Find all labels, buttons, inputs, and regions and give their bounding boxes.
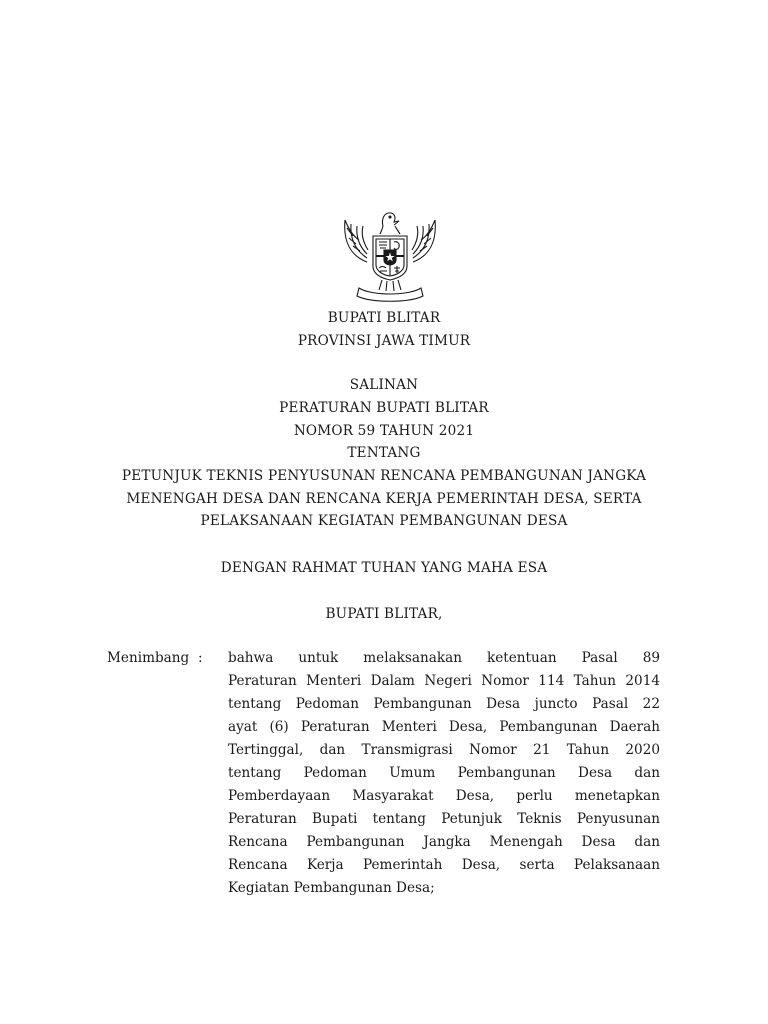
menimbang-colon: : [198, 650, 203, 666]
menimbang-text-line: ayat (6) Peraturan Menteri Desa, Pembangunan Daerah [228, 719, 660, 735]
menimbang-text-line: Rencana Pembangunan Jangka Menengah Desa dan [228, 834, 660, 850]
menimbang-text-line: Pemberdayaan Masyarakat Desa, perlu menetapkan [228, 788, 660, 804]
menimbang-text-line: Peraturan Bupati tentang Petunjuk Teknis Penyusunan [228, 811, 660, 827]
menimbang-text-line: tentang Pedoman Pembangunan Desa juncto Pasal 22 [228, 696, 660, 712]
menimbang-text-line: tentang Pedoman Umum Pembangunan Desa dan [228, 765, 660, 781]
issuer-province: PROVINSI JAWA TIMUR [297, 333, 471, 349]
tentang-label: TENTANG [347, 445, 421, 461]
bupati-line: BUPATI BLITAR, [325, 606, 443, 622]
rahmat-line: DENGAN RAHMAT TUHAN YANG MAHA ESA [220, 560, 548, 576]
salinan-label: SALINAN [349, 377, 419, 393]
menimbang-text-line: Rencana Kerja Pemerintah Desa, serta Pelaksanaan [228, 857, 660, 873]
subject-line-3: PELAKSANAAN KEGIATAN PEMBANGUNAN DESA [200, 513, 568, 529]
subject-line-2: MENENGAH DESA DAN RENCANA KERJA PEMERINTAH DESA, SERTA [126, 491, 642, 507]
issuer-title: BUPATI BLITAR [327, 310, 441, 326]
menimbang-label: Menimbang [107, 650, 190, 666]
menimbang-text-line: Kegiatan Pembangunan Desa; [228, 880, 435, 896]
menimbang-text-line: Tertinggal, dan Transmigrasi Nomor 21 Tahun 2020 [228, 742, 660, 758]
menimbang-text-line: Peraturan Menteri Dalam Negeri Nomor 114 Tahun 2014 [228, 673, 660, 689]
regulation-title: PERATURAN BUPATI BLITAR [279, 400, 489, 416]
garuda-pancasila-emblem-icon [337, 204, 443, 304]
subject-line-1: PETUNJUK TEKNIS PENYUSUNAN RENCANA PEMBANGUNAN JANGKA [121, 468, 647, 484]
menimbang-text-line: bahwa untuk melaksanakan ketentuan Pasal 89 [228, 650, 660, 666]
regulation-number: NOMOR 59 TAHUN 2021 [293, 423, 475, 439]
